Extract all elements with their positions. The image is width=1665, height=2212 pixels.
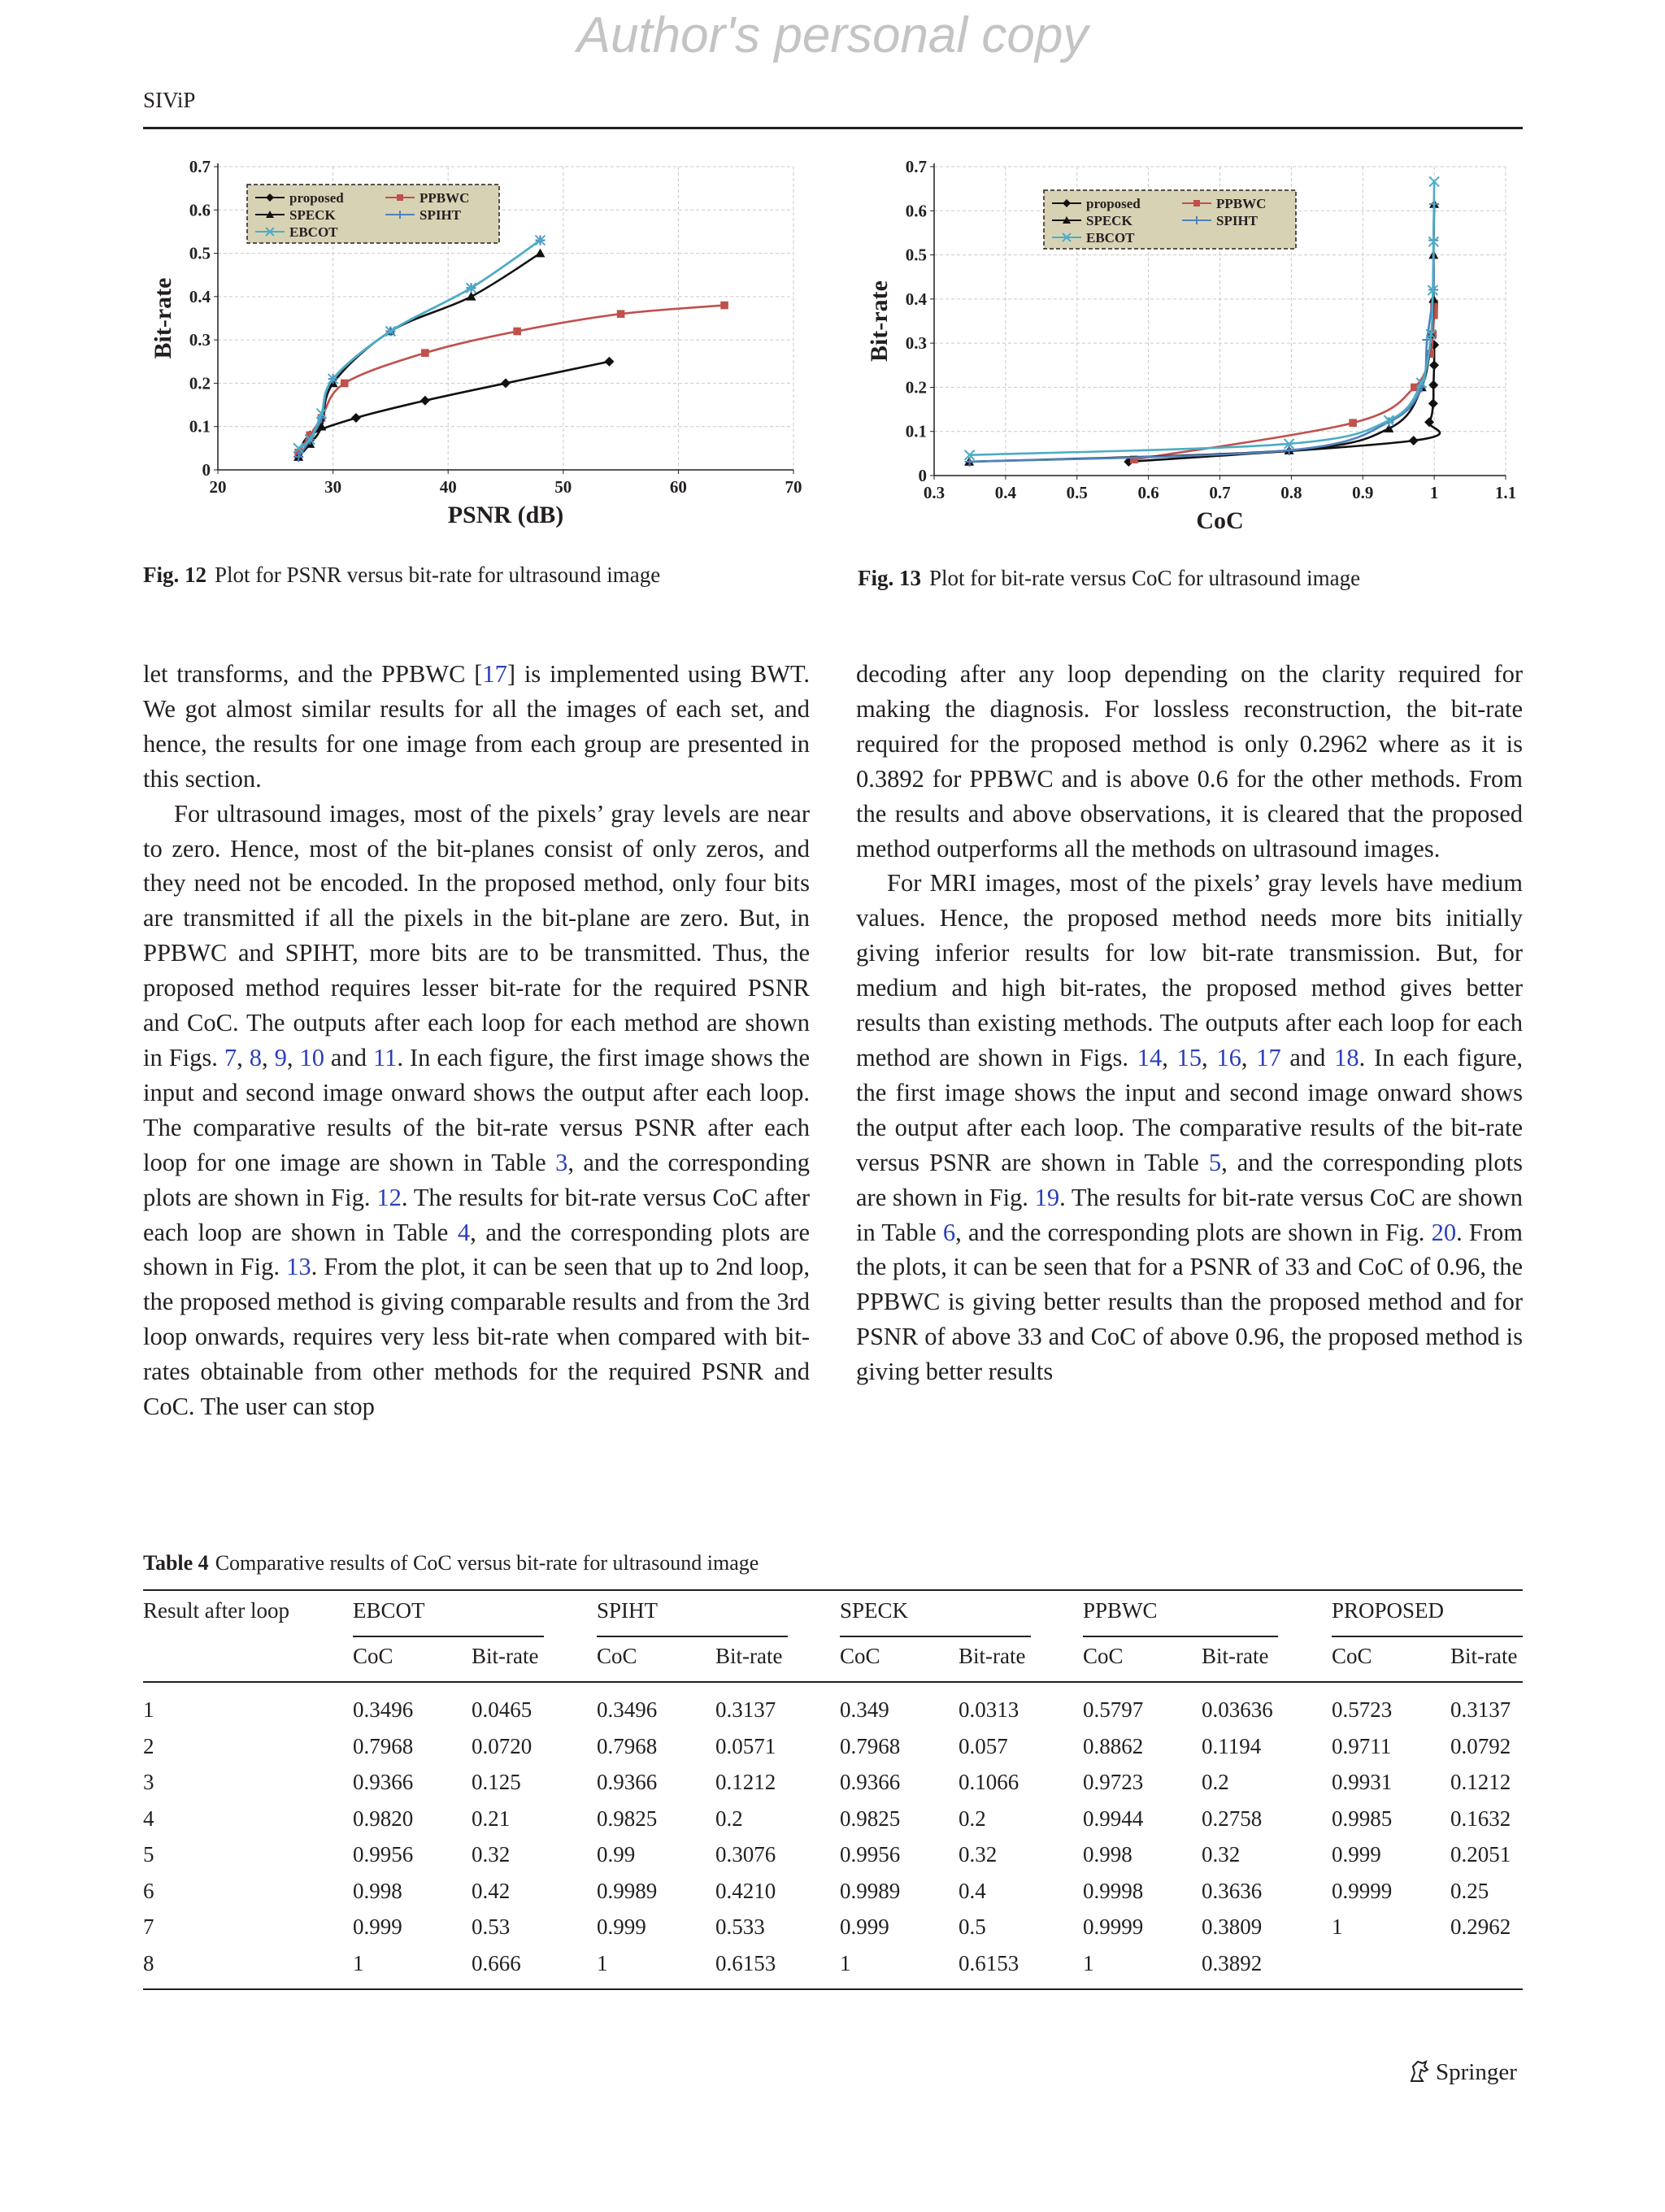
table-cell: 0.0465: [472, 1697, 533, 1722]
table-top-rule: [143, 1589, 1523, 1591]
publisher-name: Springer: [1436, 2059, 1517, 2085]
data-point: [467, 292, 476, 301]
y-axis-title: Bit-rate: [150, 277, 176, 359]
subheader-coc: CoC: [597, 1644, 637, 1668]
table-cell: 0.666: [472, 1950, 521, 1975]
table-cell: 0.9956: [840, 1842, 901, 1867]
table-4-caption: [143, 1551, 759, 1575]
table-cell: 0.3636: [1202, 1878, 1263, 1903]
table-cell: 0.999: [840, 1914, 889, 1939]
cross-reference-link[interactable]: 10: [299, 1043, 324, 1071]
data-point: [535, 249, 545, 258]
table-cell: 0.99: [597, 1842, 636, 1867]
table-cell: 0.9711: [1332, 1733, 1392, 1758]
row-label: 4: [143, 1806, 154, 1831]
text-run: and: [1280, 1043, 1335, 1071]
subheader-bitrate: Bit-rate: [472, 1644, 539, 1668]
text-run: , and the corresponding plots are shown in Fig.: [143, 1148, 810, 1211]
table-cell: 0.3137: [715, 1697, 776, 1722]
group-header: SPIHT: [597, 1598, 659, 1623]
paragraph: [856, 866, 1523, 1389]
table-cell: 1: [1083, 1950, 1094, 1975]
y-tick-label: 0.5: [189, 243, 211, 263]
table-cell: 0.4: [959, 1878, 986, 1903]
legend-label: proposed: [289, 190, 344, 206]
table-cell: 0.2758: [1202, 1806, 1263, 1831]
table-4-label: Table 4: [143, 1551, 209, 1575]
cross-reference-link[interactable]: 6: [942, 1218, 956, 1246]
legend-label: EBCOT: [289, 224, 338, 240]
table-cell: 0.6153: [959, 1950, 1019, 1975]
series-line: [298, 306, 724, 453]
table-cell: 0.9944: [1083, 1806, 1144, 1831]
table-cell: 0.125: [472, 1770, 521, 1794]
row-label: 8: [143, 1950, 154, 1975]
figure-12-caption: [143, 563, 660, 588]
row-label: 6: [143, 1878, 154, 1903]
table-cell: 1: [353, 1950, 364, 1975]
text-run: ,: [261, 1043, 275, 1071]
table-cell: 0.7968: [597, 1733, 658, 1758]
series-line: [298, 241, 540, 449]
series-ppbwc: [1130, 300, 1438, 463]
legend-label: PPBWC: [420, 190, 470, 206]
y-tick-label: 0: [918, 466, 927, 485]
figure-12-caption-text: Plot for PSNR versus bit-rate for ultrasound image: [215, 563, 661, 587]
table-cell: 0.53: [472, 1914, 511, 1939]
table-cell: 0.0720: [472, 1733, 533, 1758]
publisher-logo: [1406, 2058, 1517, 2086]
text-run: . The results for bit-rate versus CoC are shown in Table: [856, 1183, 1523, 1246]
series-line: [298, 362, 609, 457]
subheader-bitrate: Bit-rate: [1450, 1644, 1518, 1668]
table-cell: 0.3892: [1202, 1950, 1263, 1975]
table-cell: 0.1194: [1202, 1733, 1262, 1758]
data-point: [1429, 360, 1439, 370]
table-cell: 1: [1332, 1914, 1343, 1939]
row-label: 2: [143, 1733, 154, 1758]
watermark: Author's personal copy: [576, 7, 1089, 63]
cross-reference-link[interactable]: 15: [1176, 1043, 1202, 1071]
series-line: [1134, 304, 1434, 460]
table-cell: 0.998: [1083, 1842, 1132, 1867]
group-rule: [1083, 1636, 1278, 1637]
text-run: , and the corresponding plots are shown in Fig.: [856, 1148, 1523, 1211]
y-tick-label: 0.7: [189, 157, 211, 176]
y-tick-label: 0.5: [905, 245, 927, 265]
cross-reference-link[interactable]: 4: [457, 1218, 471, 1246]
text-run: ,: [1162, 1043, 1177, 1071]
legend: [1044, 190, 1296, 249]
x-tick-label: 30: [324, 477, 342, 497]
text-run: . The results for bit-rate versus CoC after each loop are shown in Table: [143, 1183, 810, 1246]
x-tick-label: 40: [439, 477, 457, 497]
table-cell: 0.9998: [1083, 1878, 1144, 1903]
row-label: 7: [143, 1914, 154, 1939]
y-tick-label: 0.3: [189, 330, 211, 350]
table-cell: 0.8862: [1083, 1733, 1144, 1758]
text-run: . In each figure, the first image shows the input and second image onward shows the output after each loop. The comparative results of the bit-rate versus PSNR after each loop for one image are shown in Table: [143, 1043, 810, 1176]
cross-reference-link[interactable]: 17: [482, 660, 507, 688]
data-point: [720, 302, 728, 310]
text-run: let transforms, and the PPBWC [: [143, 660, 483, 688]
y-tick-label: 0.7: [905, 157, 927, 176]
legend-label: proposed: [1086, 196, 1141, 211]
x-tick-label: 0.5: [1066, 483, 1088, 502]
series-proposed: [1124, 340, 1440, 467]
y-tick-label: 0.1: [189, 416, 211, 437]
y-tick-label: 0.4: [905, 289, 927, 309]
table-cell: 0.9366: [353, 1770, 414, 1794]
data-point: [1193, 200, 1200, 206]
legend-label: PPBWC: [1216, 196, 1267, 211]
subheader-coc: CoC: [353, 1644, 393, 1668]
x-tick-label: 1: [1429, 483, 1439, 502]
figure-13-label: Fig. 13: [858, 566, 921, 590]
data-point: [1428, 380, 1438, 390]
group-rule: [597, 1636, 788, 1637]
subheader-coc: CoC: [1083, 1644, 1124, 1668]
cross-reference-link[interactable]: 16: [1216, 1043, 1241, 1071]
legend-label: EBCOT: [1086, 230, 1135, 246]
x-tick-label: 0.8: [1280, 483, 1302, 502]
group-header: SPECK: [840, 1598, 909, 1623]
table-cell: 0.3809: [1202, 1914, 1263, 1939]
table-cell: 0.998: [353, 1878, 402, 1903]
table-cell: 0.2: [959, 1806, 986, 1831]
x-tick-label: 0.9: [1352, 483, 1374, 502]
subheader-coc: CoC: [840, 1644, 880, 1668]
table-cell: 0.3137: [1450, 1697, 1511, 1722]
table-cell: 0.6153: [715, 1950, 776, 1975]
data-point: [1409, 436, 1419, 445]
table-cell: 0.7968: [840, 1733, 901, 1758]
y-tick-label: 0: [202, 460, 211, 480]
figure-13-chart: [855, 146, 1538, 553]
data-point: [1428, 398, 1438, 408]
legend-label: SPECK: [1086, 213, 1132, 228]
table-cell: 0.7968: [353, 1733, 414, 1758]
table-cell: 0.9366: [840, 1770, 901, 1794]
table-cell: 0.0792: [1450, 1733, 1511, 1758]
y-tick-label: 0.4: [189, 286, 211, 306]
subheader-bitrate: Bit-rate: [959, 1644, 1026, 1668]
data-point: [351, 413, 361, 423]
table-cell: 0.9820: [353, 1806, 414, 1831]
table-cell: 1: [840, 1950, 851, 1975]
cross-reference-link[interactable]: 20: [1431, 1218, 1457, 1246]
cross-reference-link[interactable]: 17: [1256, 1043, 1281, 1071]
series-ppbwc: [294, 302, 728, 457]
table-cell: 0.32: [472, 1842, 511, 1867]
x-tick-label: 0.7: [1209, 483, 1231, 502]
x-tick-label: 0.3: [923, 483, 946, 502]
row-label: 5: [143, 1842, 154, 1867]
paragraph: [856, 657, 1523, 866]
text-run: ] is implemented using BWT. We got almost similar results for all the images of each set, and hence, the results for one image from each group are presented in this section.: [143, 660, 810, 793]
cross-reference-link[interactable]: 9: [274, 1043, 287, 1071]
table-cell: 0.999: [597, 1914, 646, 1939]
table-bottom-rule: [143, 1988, 1523, 1990]
subheader-bitrate: Bit-rate: [1202, 1644, 1269, 1668]
group-header: EBCOT: [353, 1598, 425, 1623]
table-cell: 0.533: [715, 1914, 765, 1939]
table-cell: 0.32: [1202, 1842, 1241, 1867]
x-tick-label: 0.4: [994, 483, 1016, 502]
table-cell: 0.9999: [1332, 1878, 1393, 1903]
x-tick-label: 1.1: [1494, 483, 1517, 502]
cross-reference-link[interactable]: 13: [286, 1253, 311, 1281]
table-header-rule: [143, 1681, 1523, 1683]
cross-reference-link[interactable]: 19: [1034, 1183, 1060, 1211]
text-run: ,: [1202, 1043, 1217, 1071]
table-cell: 0.9999: [1083, 1914, 1144, 1939]
table-cell: 0.2962: [1450, 1914, 1511, 1939]
table-cell: 0.3496: [597, 1697, 658, 1722]
y-tick-label: 0.2: [905, 377, 927, 398]
legend-label: SPECK: [289, 207, 336, 223]
paragraph: [143, 657, 810, 797]
y-tick-label: 0.6: [905, 201, 927, 221]
figure-13-caption-text: Plot for bit-rate versus CoC for ultrasound image: [929, 566, 1361, 590]
table-cell: 0.9989: [840, 1878, 901, 1903]
cross-reference-link[interactable]: 8: [249, 1043, 262, 1071]
data-point: [617, 310, 625, 318]
y-tick-label: 0.3: [905, 333, 927, 354]
right-text-column: [856, 657, 1523, 1389]
y-tick-label: 0.6: [189, 200, 211, 220]
text-run: and: [324, 1043, 373, 1071]
cross-reference-link[interactable]: 18: [1334, 1043, 1359, 1071]
table-cell: 0.9825: [840, 1806, 901, 1831]
table-cell: 0.4210: [715, 1878, 776, 1903]
x-tick-label: 0.6: [1137, 483, 1159, 502]
legend-label: SPIHT: [1216, 213, 1259, 228]
text-run: For ultrasound images, most of the pixels’ gray levels are near to zero. Hence, most of the bit-planes consist of only zeros, and they need not be encoded. In the proposed method, only four bits are transmitted if all the pixels in the bit-plane are zero. But, in PPBWC and SPIHT, more bits are to be transmitted. Thus, the proposed method requires lesser bit-rate for the required PSNR and CoC. The outputs after each loop for each method are shown in Figs.: [143, 799, 810, 1071]
text-run: . From the plots, it can be seen that for a PSNR of 33 and CoC of 0.96, the PPBWC is giving better results than the proposed method and for PSNR of above 33 and CoC of above 0.96, the proposed method is giving better results: [856, 1218, 1523, 1386]
text-run: For MRI images, most of the pixels’ gray levels have medium values. Hence, the proposed method needs more bits initially giving inferior results for low bit-rate transmission. But, for medium and high bit-rates, the proposed method gives better results than existing methods. The outputs after each loop for each method are shown in Figs.: [856, 869, 1523, 1071]
table-cell: 0.9956: [353, 1842, 414, 1867]
left-text-column: [143, 657, 810, 1424]
table-cell: 0.3076: [715, 1842, 776, 1867]
table-cell: 0.32: [959, 1842, 998, 1867]
table-cell: 0.9825: [597, 1806, 658, 1831]
legend: [247, 185, 499, 243]
table-cell: 0.25: [1450, 1878, 1489, 1903]
group-rule: [1332, 1636, 1523, 1637]
table-cell: 0.999: [353, 1914, 402, 1939]
series-spiht: [293, 236, 545, 462]
table-cell: 0.9985: [1332, 1806, 1393, 1831]
data-point: [397, 194, 403, 201]
text-run: ,: [1241, 1043, 1257, 1071]
text-run: . From the plot, it can be seen that up to 2nd loop, the proposed method is giving comparable results and from the 3rd loop onwards, requires very less bit-rate when compared with bit-rates obtainable from other methods for the required PSNR and CoC. The user can stop: [143, 1253, 810, 1421]
text-run: , and the corresponding plots are shown in Fig.: [955, 1218, 1432, 1246]
table-cell: 0.349: [840, 1697, 889, 1722]
table-cell: 0.9989: [597, 1878, 658, 1903]
y-tick-label: 0.2: [189, 373, 211, 393]
data-point: [1349, 419, 1357, 427]
row-label: 1: [143, 1697, 154, 1722]
cross-reference-link[interactable]: 5: [1208, 1148, 1222, 1176]
table-cell: 0.1212: [715, 1770, 776, 1794]
table-cell: 0.03636: [1202, 1697, 1273, 1722]
cross-reference-link[interactable]: 3: [555, 1148, 568, 1176]
text-run: ,: [237, 1043, 250, 1071]
text-run: decoding after any loop depending on the clarity required for making the diagnosis. For lossless reconstruction, the bit-rate required for the proposed method is only 0.2962 where as it is 0.3892 for PPBWC and is above 0.6 for the other methods. From the results and above observations, it is cleared that the proposed method outperforms all the methods on ultrasound images.: [856, 660, 1523, 863]
y-axis-title: Bit-rate: [866, 280, 893, 362]
text-run: , and the corresponding plots are shown in Fig.: [143, 1218, 810, 1281]
legend-label: SPIHT: [420, 207, 462, 223]
series-ebcot: [293, 236, 545, 454]
row-label: 3: [143, 1770, 154, 1794]
table-cell: 0.057: [959, 1733, 1008, 1758]
figure-12-label: Fig. 12: [143, 563, 206, 587]
x-axis-title: CoC: [1196, 507, 1244, 534]
paragraph: [143, 797, 810, 1424]
table-cell: 0.2: [715, 1806, 743, 1831]
data-point: [501, 378, 511, 388]
text-run: . In each figure, the first image shows the input and second image onward shows the output after each loop. The comparative results of the bit-rate versus PSNR are shown in Table: [856, 1043, 1524, 1176]
header-rule: [143, 127, 1523, 129]
table-cell: 0.1212: [1450, 1770, 1511, 1794]
row-header: Result after loop: [143, 1598, 289, 1623]
table-cell: 0.9723: [1083, 1770, 1144, 1794]
table-cell: 1: [597, 1950, 608, 1975]
table-cell: 0.42: [472, 1878, 511, 1903]
table-cell: 0.5797: [1083, 1697, 1144, 1722]
x-tick-label: 70: [785, 477, 802, 497]
table-cell: 0.999: [1332, 1842, 1381, 1867]
group-rule: [840, 1636, 1031, 1637]
table-cell: 0.2: [1202, 1770, 1229, 1794]
table-cell: 0.0313: [959, 1697, 1019, 1722]
x-axis-title: PSNR (dB): [447, 502, 564, 528]
x-tick-label: 50: [554, 477, 572, 497]
subheader-coc: CoC: [1332, 1644, 1372, 1668]
table-cell: 0.5723: [1332, 1697, 1393, 1722]
journal-name: SIViP: [143, 88, 196, 112]
data-point: [604, 357, 614, 367]
x-tick-label: 60: [669, 477, 687, 497]
table-cell: 0.3496: [353, 1697, 414, 1722]
table-cell: 0.21: [472, 1806, 511, 1831]
figure-13-caption: [858, 566, 1360, 591]
group-rule: [353, 1636, 544, 1637]
table-cell: 0.1066: [959, 1770, 1019, 1794]
cross-reference-link[interactable]: 11: [372, 1043, 398, 1071]
springer-horse-icon: [1406, 2058, 1431, 2084]
data-point: [421, 349, 429, 357]
text-run: ,: [286, 1043, 300, 1071]
table-4-caption-text: Comparative results of CoC versus bit-rate for ultrasound image: [215, 1551, 759, 1575]
x-tick-label: 20: [209, 477, 227, 497]
data-point: [420, 396, 430, 406]
subheader-bitrate: Bit-rate: [715, 1644, 783, 1668]
y-tick-label: 0.1: [905, 421, 927, 441]
group-header: PPBWC: [1083, 1598, 1158, 1623]
group-header: PROPOSED: [1332, 1598, 1445, 1623]
cross-reference-link[interactable]: 14: [1137, 1043, 1163, 1071]
figure-12-chart: [143, 146, 826, 553]
table-cell: 0.9366: [597, 1770, 658, 1794]
cross-reference-link[interactable]: 12: [376, 1183, 402, 1211]
table-cell: 0.0571: [715, 1733, 776, 1758]
cross-reference-link[interactable]: 7: [224, 1043, 237, 1071]
data-point: [341, 380, 349, 388]
table-cell: 0.5: [959, 1914, 986, 1939]
table-cell: 0.9931: [1332, 1770, 1393, 1794]
data-point: [513, 328, 521, 336]
table-cell: 0.2051: [1450, 1842, 1511, 1867]
table-cell: 0.1632: [1450, 1806, 1511, 1831]
